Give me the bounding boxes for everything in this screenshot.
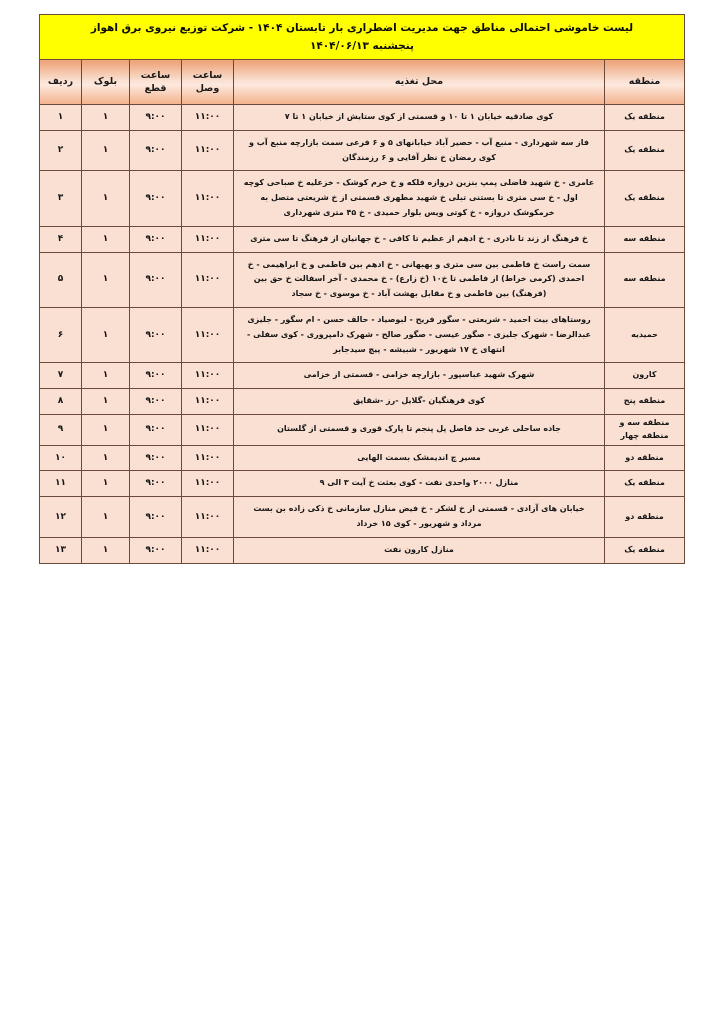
- cell-zone: حمیدیه: [605, 307, 685, 362]
- cell-place: منازل ۲۰۰۰ واحدی نفت - کوی بعثت خ آیت ۳ الی ۹: [234, 471, 605, 497]
- table-row: [39, 414, 684, 445]
- table-row: [39, 171, 684, 226]
- column-header-zone: منطقه: [605, 60, 685, 105]
- cell-place: عامری - خ شهید فاضلی پمپ بنزین دروازه فلکه و خ خرم کوشک - خزعلیه خ صباحی کوچه اول - خ سی متری تا بستنی تبلی خ شهید مطهری قسمتی از خ شریعتی متصل به خرمکوشک دروازه - خ کوتی ویس بلوار حمیدی - خ ۴۵ متری شهرداری: [234, 171, 605, 226]
- cell-join-time: ۱۱:۰۰: [182, 226, 234, 252]
- column-header-cut-time: ساعت قطع: [130, 60, 182, 105]
- cell-cut-time: ۹:۰۰: [130, 363, 182, 389]
- cell-cut-time: ۹:۰۰: [130, 105, 182, 131]
- cell-block: ۱: [82, 307, 130, 362]
- cell-zone: منطقه یک: [605, 105, 685, 131]
- cell-zone: منطقه سه: [605, 252, 685, 307]
- cell-join-time: ۱۱:۰۰: [182, 171, 234, 226]
- table-row: [39, 497, 684, 538]
- cell-radif: ۱۰: [39, 445, 81, 471]
- cell-radif: ۶: [39, 307, 81, 362]
- column-header-row: [39, 60, 684, 105]
- table-row: [39, 307, 684, 362]
- cell-block: ۱: [82, 537, 130, 563]
- cell-cut-time: ۹:۰۰: [130, 252, 182, 307]
- cell-zone: منطقه سه و منطقه چهار: [605, 414, 685, 445]
- cell-radif: ۸: [39, 389, 81, 415]
- cell-radif: ۳: [39, 171, 81, 226]
- table-row: [39, 389, 684, 415]
- cell-join-time: ۱۱:۰۰: [182, 105, 234, 131]
- cell-block: ۱: [82, 497, 130, 538]
- cell-block: ۱: [82, 389, 130, 415]
- outage-schedule-table: [39, 14, 685, 564]
- cell-cut-time: ۹:۰۰: [130, 537, 182, 563]
- cell-block: ۱: [82, 226, 130, 252]
- cell-place: سمت راست خ فاطمی بین سی متری و بهبهانی - خ ادهم بین فاطمی و خ ابراهیمی - خ احمدی (کرمی خراط) از فاطمی تا خ۱۰ (خ زارع) - خ محمدی - آخر اسفالت خ حق بین (فرهنگ) بین فاطمی و خ مقابل بهشت آباد - خ موسوی - خ سجاد: [234, 252, 605, 307]
- table-row: [39, 445, 684, 471]
- cell-radif: ۱: [39, 105, 81, 131]
- table-row: [39, 105, 684, 131]
- cell-block: ۱: [82, 252, 130, 307]
- cell-join-time: ۱۱:۰۰: [182, 537, 234, 563]
- cell-radif: ۹: [39, 414, 81, 445]
- cell-cut-time: ۹:۰۰: [130, 445, 182, 471]
- cell-cut-time: ۹:۰۰: [130, 130, 182, 171]
- cell-place: منازل کارون نفت: [234, 537, 605, 563]
- cell-join-time: ۱۱:۰۰: [182, 252, 234, 307]
- cell-block: ۱: [82, 471, 130, 497]
- cell-place: خیابان های آزادی - قسمتی از خ لشکر - خ فیض منازل سازمانی خ ذکی زاده بن بست مرداد و شهریور - کوی ۱۵ خرداد: [234, 497, 605, 538]
- cell-place: مسیر چ اندیمشک بسمت الهایی: [234, 445, 605, 471]
- cell-zone: منطقه یک: [605, 471, 685, 497]
- cell-zone: منطقه یک: [605, 130, 685, 171]
- cell-place: کوی صادقیه خیابان ۱ تا ۱۰ و قسمتی از کوی ستایش از خیابان ۱ تا ۷: [234, 105, 605, 131]
- cell-radif: ۱۳: [39, 537, 81, 563]
- title-banner-row: [39, 15, 684, 60]
- table-row: [39, 252, 684, 307]
- cell-zone: منطقه دو: [605, 497, 685, 538]
- cell-radif: ۵: [39, 252, 81, 307]
- cell-block: ۱: [82, 171, 130, 226]
- cell-block: ۱: [82, 445, 130, 471]
- cell-radif: ۷: [39, 363, 81, 389]
- cell-join-time: ۱۱:۰۰: [182, 363, 234, 389]
- table-row: [39, 226, 684, 252]
- cell-cut-time: ۹:۰۰: [130, 171, 182, 226]
- cell-zone: منطقه یک: [605, 537, 685, 563]
- cell-radif: ۱۲: [39, 497, 81, 538]
- cell-cut-time: ۹:۰۰: [130, 389, 182, 415]
- cell-cut-time: ۹:۰۰: [130, 471, 182, 497]
- column-header-radif: ردیف: [39, 60, 81, 105]
- cell-radif: ۴: [39, 226, 81, 252]
- table-row: [39, 471, 684, 497]
- title-line-2: پنجشنبه ۱۴۰۴/۰۶/۱۳: [309, 40, 414, 52]
- cell-block: ۱: [82, 130, 130, 171]
- cell-place: فاز سه شهرداری - منبع آب - حصیر آباد خیابانهای ۵ و ۶ فرعی سمت بازارچه منبع آب و کوی رمضان خ نظر آقایی و ۶ رزمندگان: [234, 130, 605, 171]
- cell-join-time: ۱۱:۰۰: [182, 497, 234, 538]
- cell-cut-time: ۹:۰۰: [130, 226, 182, 252]
- cell-join-time: ۱۱:۰۰: [182, 389, 234, 415]
- cell-block: ۱: [82, 105, 130, 131]
- cell-zone: منطقه دو: [605, 445, 685, 471]
- cell-join-time: ۱۱:۰۰: [182, 307, 234, 362]
- cell-zone: منطقه یک: [605, 171, 685, 226]
- title-line-1: لیست خاموشی احتمالی مناطق جهت مدیریت اضطراری بار تابستان ۱۴۰۴ - شرکت توزیع نیروی برق اهواز: [90, 21, 634, 34]
- cell-place: جاده ساحلی غربی حد فاصل پل پنجم تا پارک قوری و قسمتی از گلستان: [234, 414, 605, 445]
- cell-place: خ فرهنگ از زند تا نادری - خ ادهم از عظیم تا کافی - خ جهانیان از فرهنگ تا سی متری: [234, 226, 605, 252]
- table-row: [39, 537, 684, 563]
- cell-join-time: ۱۱:۰۰: [182, 130, 234, 171]
- table-row: [39, 130, 684, 171]
- document-title: [39, 15, 684, 60]
- cell-radif: ۱۱: [39, 471, 81, 497]
- cell-zone: منطقه سه: [605, 226, 685, 252]
- cell-radif: ۲: [39, 130, 81, 171]
- table-head: [39, 15, 684, 105]
- cell-zone: منطقه پنج: [605, 389, 685, 415]
- cell-join-time: ۱۱:۰۰: [182, 471, 234, 497]
- column-header-place: محل تغذیه: [234, 60, 605, 105]
- cell-place: شهرک شهید عباسپور - بازارچه خزامی - قسمتی از خزامی: [234, 363, 605, 389]
- column-header-join-time: ساعت وصل: [182, 60, 234, 105]
- cell-block: ۱: [82, 363, 130, 389]
- cell-block: ۱: [82, 414, 130, 445]
- cell-place: کوی فرهنگیان -گلایل -رز -شقایق: [234, 389, 605, 415]
- table-row: [39, 363, 684, 389]
- cell-join-time: ۱۱:۰۰: [182, 414, 234, 445]
- cell-cut-time: ۹:۰۰: [130, 497, 182, 538]
- column-header-block: بلوک: [82, 60, 130, 105]
- cell-cut-time: ۹:۰۰: [130, 414, 182, 445]
- cell-zone: کارون: [605, 363, 685, 389]
- cell-cut-time: ۹:۰۰: [130, 307, 182, 362]
- table-body: [39, 105, 684, 564]
- cell-place: روستاهای بیت احمید - شریعتی - سگور فریح - لبوصیاد - حالف حسن - ام سگور - جلیزی عبدالرضا - شهرک جلیزی - صگور عیسی - صگور صالح - شهرک دامپروری - کوی سفلی - انتهای خ ۱۷ شهریور - شبیشه - پیچ سیدجابر: [234, 307, 605, 362]
- cell-join-time: ۱۱:۰۰: [182, 445, 234, 471]
